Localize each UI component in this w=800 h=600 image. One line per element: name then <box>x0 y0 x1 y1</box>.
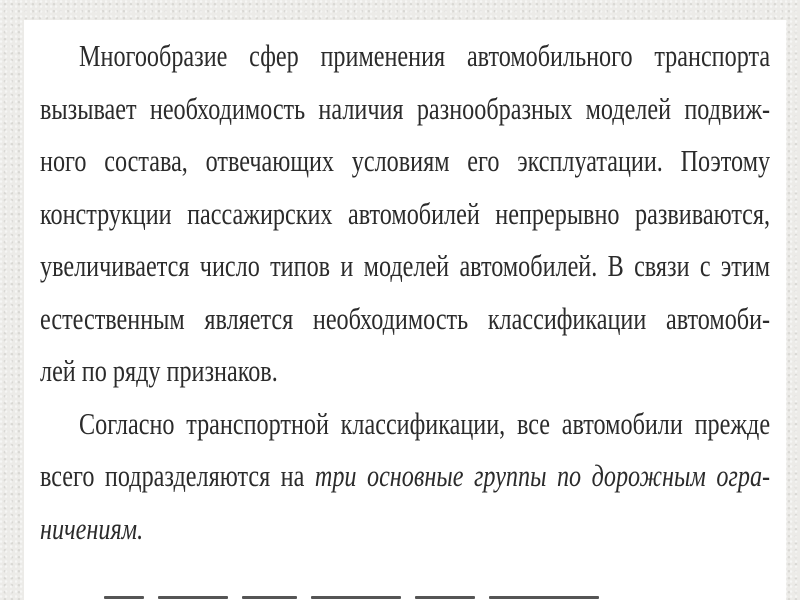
document-page <box>24 20 786 600</box>
text-line-2: вызывает необходимость наличия разнообразных моделей подвиж- <box>40 90 771 126</box>
text-line-5: увеличивается число типов и моделей автомобилей. В связи с этим <box>40 248 771 283</box>
text-line-9 <box>40 450 770 503</box>
cropped-text-line <box>104 586 624 600</box>
text-line-10: ничениям. <box>40 510 144 546</box>
text-line-1: Многообразие сфер применения автомобильного транспорта <box>79 38 771 73</box>
text-line-9-plain: всего подразделяются на <box>40 458 315 493</box>
document-text <box>40 30 770 555</box>
text-line-3: ного состава, отвечающих условиям его эксплуатации. Поэтому <box>40 143 771 178</box>
text-line-6: естественным является необходимость классификации автомоби- <box>40 300 771 336</box>
text-line-7: лей по ряду признаков. <box>40 353 278 388</box>
text-line-4: конструкции пассажирских автомобилей непрерывно развиваются, <box>40 195 771 231</box>
text-line-8: Согласно транспортной классификации, все автомобили прежде <box>79 405 771 441</box>
text-line-9-italic: три основные группы по дорожным огра- <box>314 458 771 493</box>
